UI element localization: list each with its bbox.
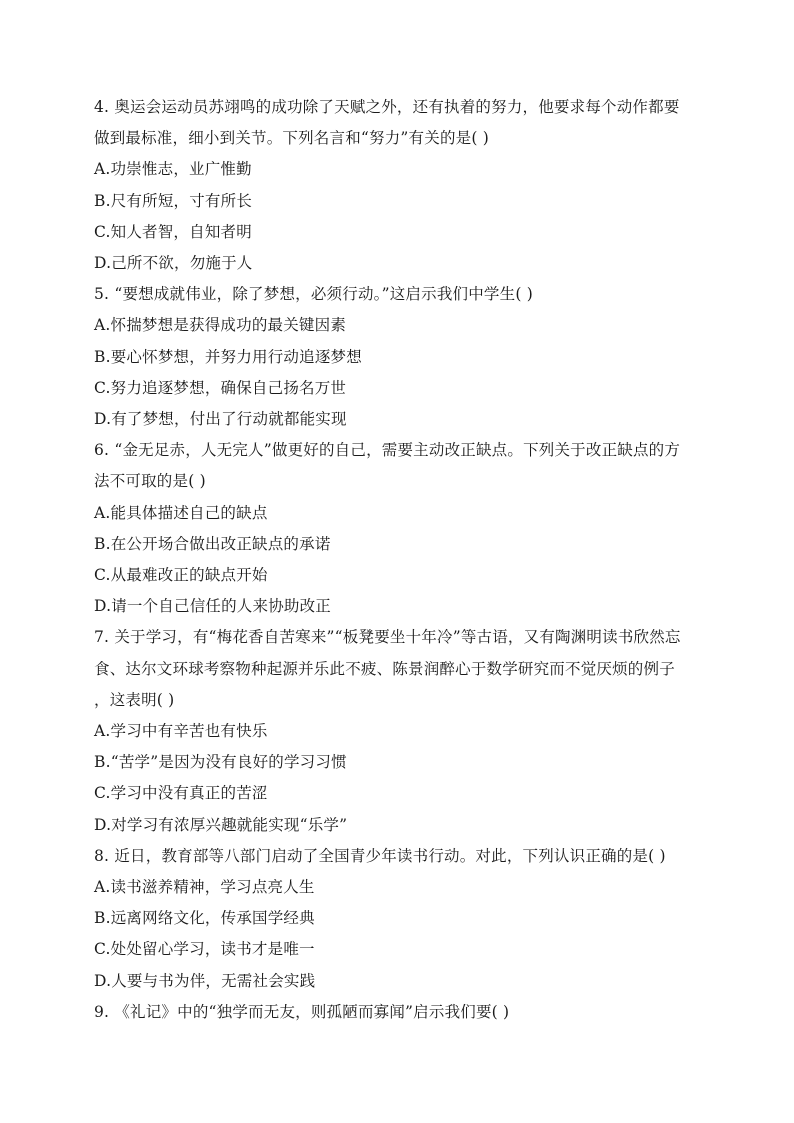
option-b: B.要心怀梦想，并努力用行动追逐梦想 — [94, 347, 362, 366]
question-stem-line: 4. 奥运会运动员苏翊鸣的成功除了天赋之外，还有执着的努力，他要求每个动作都要 — [94, 98, 680, 116]
option-d: D.有了梦想，付出了行动就都能实现 — [94, 410, 347, 429]
option-d: D.人要与书为伴，无需社会实践 — [94, 971, 316, 990]
question-8 — [94, 841, 700, 997]
option-c: C.从最难改正的缺点开始 — [94, 566, 268, 585]
option-d: D.对学习有浓厚兴趣就能实现“乐学” — [94, 815, 348, 834]
question-stem-line: 9. 《礼记》中的“独学而无友，则孤陋而寡闻”启示我们要( ) — [94, 1002, 510, 1021]
question-stem-line: 食、达尔文环球考察物种起源并乐此不疲、陈景润醉心于数学研究而不觉厌烦的例子 — [94, 659, 675, 678]
question-stem-line: 8. 近日，教育部等八部门启动了全国青少年读书行动。对此，下列认识正确的是( ) — [94, 846, 666, 865]
option-b: B.远离网络文化，传承国学经典 — [94, 909, 315, 928]
question-stem-line: 7. 关于学习，有“梅花香自苦寒来”“板凳要坐十年冷”等古语，又有陶渊明读书欣然忘 — [94, 628, 681, 647]
option-c: C.处处留心学习，读书才是唯一 — [94, 940, 315, 959]
question-9 — [94, 997, 700, 1028]
question-stem-line: ，这表明( ) — [94, 690, 175, 709]
option-a: A.学习中有辛苦也有快乐 — [94, 722, 268, 741]
option-c: C.学习中没有真正的苦涩 — [94, 784, 268, 803]
option-a: A.怀揣梦想是获得成功的最关键因素 — [94, 316, 347, 335]
option-d: D.请一个自己信任的人来协助改正 — [94, 597, 332, 616]
option-d: D.己所不欲，勿施于人 — [94, 254, 253, 273]
option-a: A.读书滋养精神，学习点亮人生 — [94, 878, 315, 897]
question-4 — [94, 92, 700, 279]
question-6 — [94, 435, 700, 622]
option-c: C.知人者智，自知者明 — [94, 222, 252, 241]
option-c: C.努力追逐梦想，确保自己扬名万世 — [94, 378, 347, 397]
question-stem-line: 5. “要想成就伟业，除了梦想，必须行动。”这启示我们中学生( ) — [94, 285, 533, 304]
question-sheet — [94, 92, 700, 1028]
option-a: A.功崇惟志，业广惟勤 — [94, 160, 252, 179]
question-stem-line: 做到最标准，细小到关节。下列名言和“努力”有关的是( ) — [94, 129, 489, 148]
question-5 — [94, 279, 700, 435]
option-b: B.“苦学”是因为没有良好的学习习惯 — [94, 753, 347, 772]
question-stem-line: 法不可取的是( ) — [94, 472, 206, 491]
question-stem-line: 6. “金无足赤，人无完人”做更好的自己，需要主动改正缺点。下列关于改正缺点的方 — [94, 441, 681, 460]
option-b: B.尺有所短，寸有所长 — [94, 191, 253, 210]
question-7 — [94, 622, 700, 840]
option-b: B.在公开场合做出改正缺点的承诺 — [94, 534, 331, 553]
option-a: A.能具体描述自己的缺点 — [94, 503, 268, 522]
